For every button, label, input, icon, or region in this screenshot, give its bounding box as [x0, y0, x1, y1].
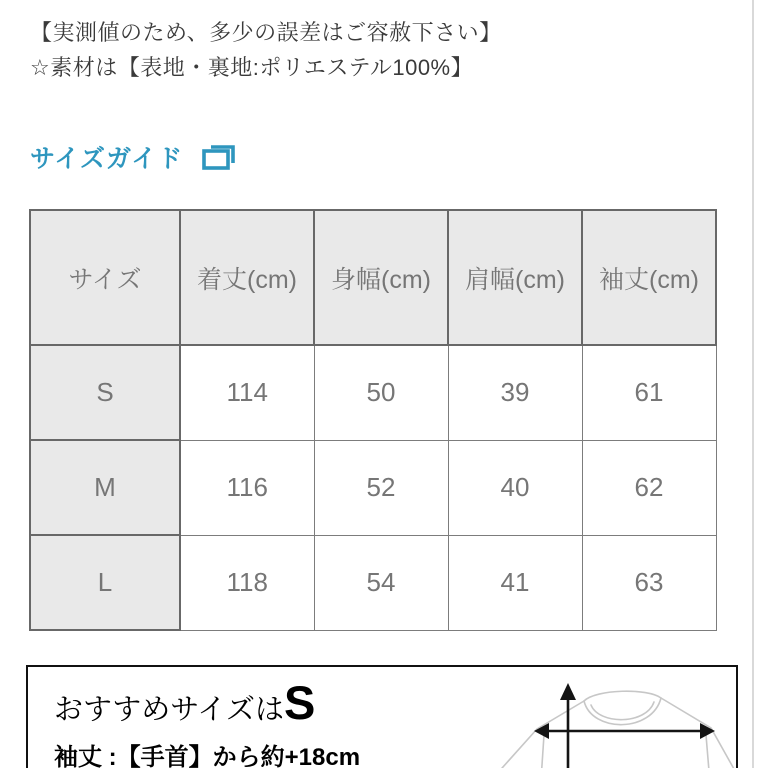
header-cell-length: 着丈(cm)	[180, 210, 314, 345]
value-cell: 63	[582, 535, 716, 630]
recommended-size: S	[283, 676, 316, 729]
value-cell: 118	[180, 535, 314, 630]
page-right-border	[752, 0, 754, 768]
shirt-measurement-diagram	[480, 669, 742, 768]
size-guide-label: サイズガイド	[30, 145, 184, 173]
value-cell: 41	[448, 535, 582, 630]
table-row-s	[30, 345, 716, 440]
size-guide-link[interactable]	[30, 139, 238, 175]
recommendation-box	[26, 665, 738, 768]
size-cell: S	[30, 345, 180, 440]
table-row-m	[30, 440, 716, 535]
value-cell: 54	[314, 535, 448, 630]
header-cell-width: 身幅(cm)	[314, 210, 448, 345]
value-cell: 114	[180, 345, 314, 440]
value-cell: 50	[314, 345, 448, 440]
value-cell: 61	[582, 345, 716, 440]
open-in-new-window-icon	[200, 141, 238, 173]
recommended-size-line	[54, 675, 315, 730]
table-row-l	[30, 535, 716, 630]
recommendation-prefix: おすすめサイズは	[54, 694, 284, 726]
material-note: ☆素材は【表地・裏地:ポリエステル100%】	[30, 55, 474, 80]
header-cell-size: サイズ	[30, 210, 180, 345]
header-cell-sleeve: 袖丈(cm)	[582, 210, 716, 345]
size-cell: L	[30, 535, 180, 630]
sleeve-length-note: 袖丈 :【手首】から約+18cm	[54, 744, 361, 768]
header-cell-shoulder: 肩幅(cm)	[448, 210, 582, 345]
value-cell: 52	[314, 440, 448, 535]
measurement-disclaimer: 【実測値のため、多少の誤差はご容赦下さい】	[30, 20, 502, 45]
value-cell: 62	[582, 440, 716, 535]
value-cell: 116	[180, 440, 314, 535]
size-cell: M	[30, 440, 180, 535]
value-cell: 40	[448, 440, 582, 535]
size-table-header-row	[30, 210, 716, 345]
size-table	[29, 209, 717, 631]
value-cell: 39	[448, 345, 582, 440]
